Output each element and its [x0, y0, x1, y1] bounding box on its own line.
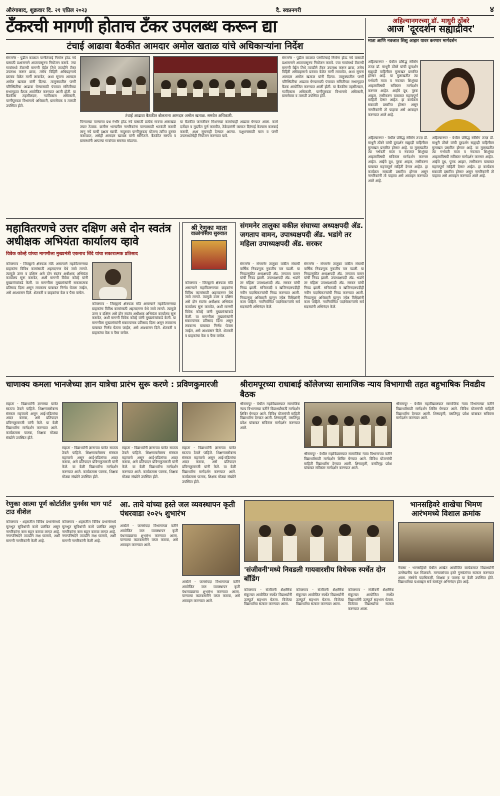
- story2-kicker: विवेक कोल्हे यांच्या मागणीला मुख्यमंत्री एकनाथ शिंदे यांचा सकारात्मक प्रतिसाद: [6, 252, 138, 257]
- story3-headline: संगमनेर तालुका वकील संघाच्या अध्यक्षपदी ॲड. जगताप वामन, उपाध्यक्षपदी ॲड. भडांगे तर महिला उपाध्यक्षपदी ॲड. सरकर: [240, 222, 364, 248]
- award-photo-icon: [245, 501, 394, 562]
- story1-headline: टँकरची मागणी होताच टँकर उपलब्ध करून द्या: [6, 18, 364, 40]
- right-subhead: माता आणि नवजात शिशु आहार यावर करणार मार्गदर्शन: [368, 38, 457, 44]
- story6-body-col1: कोपरगाव - शहरातील विविध प्रभागांमध्ये मूलभूत सुविधांची कामे प्रलंबित असून नागरिकांना त्रास सहन करावा लागत आहे. नगरपरिषदेने तातडीने लक्ष घालावे, अशी मागणी नागरिकांनी केली आहे.: [6, 520, 60, 544]
- story4-photo-b: [122, 402, 178, 442]
- right-story2-photo: [398, 522, 494, 562]
- story4-body-col4: राहाता - विद्यार्थ्यांनी ज्ञानाच्या यात्रेत सातत्य ठेवले पाहिजे. शिक्षणाबरोबरच संस्कार महत्त्वाचे असून आई-वडिलांचा आदर करावा, असे प्रतिपादन प्रविणकुमारजी यांनी केले. या वेळी विद्यार्थ्यांना मार्गदर्शन करण्यात आले. कार्यक्रमास पालक, शिक्षक मोठ्या संख्येने उपस्थित होते.: [182, 446, 236, 484]
- right-kicker: अहिल्यानगरच्या डॉ. माधुरी ठोंबरे: [392, 17, 470, 25]
- story7-body-col2: अकोले - जलसंपदा विभागाच्या वतीने आयोजित जल व्यवस्थापन कृती पंधरवाड्याचा शुभारंभ करण्यात आला. पाण्याचा काटकसरीने वापर करावा, असे आवाहन करण्यात आले.: [182, 580, 240, 604]
- right-story2-headline: भानसहिवरे शाखेचा भिमण आरंभमध्ये विशाल क्रमांक: [410, 500, 482, 518]
- sidebar-title: श्री रेणुका माता: [191, 224, 227, 232]
- story3-body-col1: संगमनेर - संगमनेर तालुका वकील संघाची वार्षिक निवडणूक नुकतीच पार पडली. या निवडणुकीत अध्यक्षपदी ॲड. जगताप वामन यांची निवड झाली. उपाध्यक्षपदी ॲड. भडांगे तर महिला उपाध्यक्षपदी ॲड. सरकर यांची निवड झाली. सचिवपदी व खजिनदारपदीही नवीन पदाधिकाऱ्यांची निवड करण्यात आली. निवडणूक अधिकारी म्हणून ज्येष्ठ विधिज्ञांनी काम पाहिले. नवनिर्वाचित पदाधिकाऱ्यांचे सर्व सदस्यांनी अभिनंदन केले.: [240, 262, 300, 310]
- story6-headline: रेणुका आत्मा पूर्ण कोर्टातील पुनर्वस भाग पार्ट टाउ वीशेल: [6, 500, 112, 516]
- divider: [6, 376, 494, 377]
- right-story2-body: नेवासा - भानसहिवरे येथील शाखेत आयोजित कार्यक्रमात विद्यार्थ्यांनी उल्लेखनीय यश मिळवले. मान्यवरांच्या हस्ते गुणवंतांचा सत्कार करण्यात आला. संस्थेचे पदाधिकारी, शिक्षक व पालक या वेळी उपस्थित होते. विद्यार्थ्यांच्या यशाबद्दल सर्व स्तरांतून अभिनंदन होत आहे.: [398, 566, 494, 585]
- story4-body-col3: राहाता - विद्यार्थ्यांनी ज्ञानाच्या यात्रेत सातत्य ठेवले पाहिजे. शिक्षणाबरोबरच संस्कार महत्त्वाचे असून आई-वडिलांचा आदर करावा, असे प्रतिपादन प्रविणकुमारजी यांनी केले. या वेळी विद्यार्थ्यांना मार्गदर्शन करण्यात आले. कार्यक्रमास पालक, शिक्षक मोठ्या संख्येने उपस्थित होते.: [122, 446, 178, 479]
- story1-photo-right: [153, 56, 278, 112]
- story4-photo-a: [62, 402, 118, 442]
- header-date: औरंगाबाद, शुक्रवार दि. २१ एप्रिल २०२३: [6, 7, 88, 14]
- right-body-col3: अहिल्यानगर - येथील प्रसिद्ध स्त्रीरोग तज्ज्ञ डॉ. माधुरी ठोंबरे यांची दूरदर्शन सह्याद्री वाहिनीवर मुलाखत प्रसारित होणार आहे. या मुलाखतीत त्या गर्भवती माता व नवजात शिशूंच्या आहाराविषयी सविस्तर मार्गदर्शन करणार आहेत. आईचे दूध, पूरक आहार, लसीकरण याबाबत महत्त्वपूर्ण माहिती देणार आहेत. हा कार्यक्रम सकाळी प्रसारित होणार असून नागरिकांनी तो पाहावा असे आवाहन करण्यात आले आहे.: [432, 136, 494, 179]
- story7-headline: आ. ताये यांच्या हस्ते जल व्यवस्थापन कृती पंधरवाडा २०२५ शुभारंभ: [120, 500, 236, 518]
- woman-portrait-icon: [421, 61, 494, 132]
- page-number: ४: [489, 5, 494, 14]
- story5-body-col1: श्रीरामपूर - येथील महाविद्यालयात सामाजिक न्याय विभागाच्या वतीने विद्यार्थ्यांसाठी मार्गदर्शन शिबिर घेण्यात आले. विविध योजनांची माहिती विद्यार्थ्यांना देण्यात आली. शिष्यवृत्ती, वसतिगृह प्रवेश यांबाबत सविस्तर मार्गदर्शन करण्यात आले.: [240, 402, 300, 430]
- story5-body-col2: श्रीरामपूर - येथील महाविद्यालयात सामाजिक न्याय विभागाच्या वतीने विद्यार्थ्यांसाठी मार्गदर्शन शिबिर घेण्यात आले. विविध योजनांची माहिती विद्यार्थ्यांना देण्यात आली. शिष्यवृत्ती, वसतिगृह प्रवेश यांबाबत सविस्तर मार्गदर्शन करण्यात आले.: [304, 452, 392, 471]
- sidebar-box: [182, 222, 236, 372]
- story4-headline: चाणाक्य कमला भानजेच्या ज्ञान यात्रेचा प्रारंभ सुरू करणे : प्रविणकुमारजी: [6, 380, 218, 389]
- divider: [6, 496, 494, 497]
- story1-photo-left: [80, 56, 150, 112]
- story5-photo: [304, 402, 392, 448]
- main-column: [6, 18, 364, 54]
- story2-portrait: [92, 262, 132, 300]
- story5-body-col3: श्रीरामपूर - येथील महाविद्यालयात सामाजिक न्याय विभागाच्या वतीने विद्यार्थ्यांसाठी मार्गदर्शन शिबिर घेण्यात आले. विविध योजनांची माहिती विद्यार्थ्यांना देण्यात आली. शिष्यवृत्ती, वसतिगृह प्रवेश यांबाबत सविस्तर मार्गदर्शन करण्यात आले.: [396, 402, 494, 421]
- story1-caption: टंचाई आढावा बैठकीत बोलताना आमदार अमोल खताळ. समवेत अधिकारी.: [125, 113, 233, 118]
- group-photo-icon: [305, 403, 392, 448]
- meeting-photo-icon: [81, 57, 150, 112]
- story4-photo-c: [182, 402, 236, 442]
- right-body-col2: अहिल्यानगर - येथील प्रसिद्ध स्त्रीरोग तज्ज्ञ डॉ. माधुरी ठोंबरे यांची दूरदर्शन सह्याद्री वाहिनीवर मुलाखत प्रसारित होणार आहे. या मुलाखतीत त्या गर्भवती माता व नवजात शिशूंच्या आहाराविषयी सविस्तर मार्गदर्शन करणार आहेत. आईचे दूध, पूरक आहार, लसीकरण याबाबत महत्त्वपूर्ण माहिती देणार आहेत. हा कार्यक्रम सकाळी प्रसारित होणार असून नागरिकांनी तो पाहावा असे आवाहन करण्यात आले आहे.: [368, 136, 428, 184]
- story8-photo: [244, 500, 394, 562]
- page-header: [6, 4, 494, 16]
- right-body-col1: अहिल्यानगर - येथील प्रसिद्ध स्त्रीरोग तज्ज्ञ डॉ. माधुरी ठोंबरे यांची दूरदर्शन सह्याद्री वाहिनीवर मुलाखत प्रसारित होणार आहे. या मुलाखतीत त्या गर्भवती माता व नवजात शिशूंच्या आहाराविषयी सविस्तर मार्गदर्शन करणार आहेत. आईचे दूध, पूरक आहार, लसीकरण याबाबत महत्त्वपूर्ण माहिती देणार आहेत. हा कार्यक्रम सकाळी प्रसारित होणार असून नागरिकांनी तो पाहावा असे आवाहन करण्यात आले आहे.: [368, 60, 418, 117]
- story1-body-col3: या बैठकीत जलजीवन मिशनच्या कामांचाही आढावा घेण्यात आला. कामे दर्जेदार व मुदतीत पूर्ण करावीत, ठेकेदारांनी कामात दिरंगाई केल्यास कारवाई करावी, अशा सूचनाही देण्यात आल्या. पशुधनासाठी चारा व पाणी उपलब्धतेचेही नियोजन करण्यात यावे.: [180, 120, 278, 139]
- right-portrait: [420, 60, 494, 132]
- story5-headline: श्रीरामपूरच्या राधाबाई कॉलेजच्या सामाजिक न्याय विभागाची तहत बहुभाषिक निवडीय बैठक: [240, 380, 486, 399]
- story1-body-col1: संगमनेर - पुढील काळात पाणीटंचाई निर्माण होऊ नये यासाठी प्रशासनाने आतापासूनच नियोजन करावे. ज्या गावांमध्ये टँकरची मागणी येईल तिथे तातडीने टँकर उपलब्ध करून द्यावा, तसेच विहिरी अधिग्रहणाचे प्रस्ताव वेळेत मार्गी लावावेत, अशा सूचना आमदार अमोल खताळ यांनी दिल्या. तालुक्यातील पाणी परिस्थितीचा आढावा घेण्यासाठी पंचायत समितीच्या सभागृहात बैठक आयोजित करण्यात आली होती. या बैठकीस तहसीलदार, गटविकास अधिकारी, पाणीपुरवठा विभागाचे अधिकारी, ग्रामसेवक व तलाठी उपस्थित होते.: [6, 56, 76, 108]
- story1-body-col4: संगमनेर - पुढील काळात पाणीटंचाई निर्माण होऊ नये यासाठी प्रशासनाने आतापासूनच नियोजन करावे. ज्या गावांमध्ये टँकरची मागणी येईल तिथे तातडीने टँकर उपलब्ध करून द्यावा, तसेच विहिरी अधिग्रहणाचे प्रस्ताव वेळेत मार्गी लावावेत, अशा सूचना आमदार अमोल खताळ यांनी दिल्या. तालुक्यातील पाणी परिस्थितीचा आढावा घेण्यासाठी पंचायत समितीच्या सभागृहात बैठक आयोजित करण्यात आली होती. या बैठकीस तहसीलदार, गटविकास अधिकारी, पाणीपुरवठा विभागाचे अधिकारी, ग्रामसेवक व तलाठी उपस्थित होते.: [282, 56, 364, 99]
- assembly-photo-icon: [154, 57, 278, 112]
- story8-body-col2: कोपरगाव - संजीवनी शैक्षणिक संकुलात आयोजित स्पर्धेत विद्यार्थ्यांनी उत्स्फूर्त सहभाग घेतला. विजेत्या विद्यार्थ्यांचा सत्कार करण्यात आला.: [296, 588, 344, 607]
- story6-body-col2: कोपरगाव - शहरातील विविध प्रभागांमध्ये मूलभूत सुविधांची कामे प्रलंबित असून नागरिकांना त्रास सहन करावा लागत आहे. नगरपरिषदेने तातडीने लक्ष घालावे, अशी मागणी नागरिकांनी केली आहे.: [62, 520, 116, 544]
- sidebar-subtitle: वाळोगोसाय सुरुवात: [191, 231, 227, 238]
- story1-subheadline: टंचाई आढावा बैठकीत आमदार अमोल खताळ यांचे अधिकाऱ्यांना निर्देश: [6, 40, 364, 54]
- column-rule: [179, 222, 180, 372]
- header-masthead: दै. स्वप्ननगरी: [275, 7, 302, 14]
- story7-body-col1: अकोले - जलसंपदा विभागाच्या वतीने आयोजित जल व्यवस्थापन कृती पंधरवाड्याचा शुभारंभ करण्यात आला. पाण्याचा काटकसरीने वापर करावा, असे आवाहन करण्यात आले.: [120, 524, 178, 548]
- story1-body-col2: पिण्याच्या पाण्याचा प्रश्न गंभीर होऊ नये यासाठी प्रत्येक गावचा आराखडा तयार ठेवावा. ग्रामीण भागातील नागरिकांना पाण्यासाठी भटकंती करावी लागू नये याची दक्षता घ्यावी. नादुरुस्त पाणीपुरवठा योजना त्वरित दुरुस्त कराव्यात, असेही आमदार खताळ यांनी सांगितले. बैठकीत सरपंच व ग्रामस्थांनी आपल्या गावांच्या समस्या मांडल्या.: [80, 120, 176, 144]
- sidebar-photo: [191, 240, 227, 270]
- story3-body-col2: संगमनेर - संगमनेर तालुका वकील संघाची वार्षिक निवडणूक नुकतीच पार पडली. या निवडणुकीत अध्यक्षपदी ॲड. जगताप वामन यांची निवड झाली. उपाध्यक्षपदी ॲड. भडांगे तर महिला उपाध्यक्षपदी ॲड. सरकर यांची निवड झाली. सचिवपदी व खजिनदारपदीही नवीन पदाधिकाऱ्यांची निवड करण्यात आली. निवडणूक अधिकारी म्हणून ज्येष्ठ विधिज्ञांनी काम पाहिले. नवनिर्वाचित पदाधिकाऱ्यांचे सर्व सदस्यांनी अभिनंदन केले.: [304, 262, 364, 310]
- story2-headline: महावितरणचे उत्तर दक्षिण असे दोन स्वतंत्र अधीक्षक अभियंता कार्यालय व्हावे: [6, 222, 172, 248]
- story8-body-col1: कोपरगाव - संजीवनी शैक्षणिक संकुलात आयोजित स्पर्धेत विद्यार्थ्यांनी उत्स्फूर्त सहभाग घेतला. विजेत्या विद्यार्थ्यांचा सत्कार करण्यात आला.: [244, 588, 292, 607]
- divider: [6, 218, 364, 219]
- person-portrait-icon: [93, 263, 132, 300]
- story2-body-col2: कोपरगाव - जिल्ह्याचे क्षेत्रफळ मोठे असल्याने महावितरणच्या ग्राहकांना विविध कामांसाठी अहमदनगर येथे जावे लागते. त्यामुळे उत्तर व दक्षिण असे दोन स्वतंत्र अधीक्षक अभियंता कार्यालय सुरू करावेत, अशी मागणी विवेक कोल्हे यांनी मुख्यमंत्र्यांकडे केली. या मागणीला मुख्यमंत्र्यांनी सकारात्मक प्रतिसाद दिला असून लवकरच याबाबत निर्णय घेतला जाईल, असे आश्वासन दिले. शेतकरी व ग्राहकांचा वेळ व पैसा वाचेल.: [92, 302, 176, 335]
- story4-body-col1: राहाता - विद्यार्थ्यांनी ज्ञानाच्या यात्रेत सातत्य ठेवले पाहिजे. शिक्षणाबरोबरच संस्कार महत्त्वाचे असून आई-वडिलांचा आदर करावा, असे प्रतिपादन प्रविणकुमारजी यांनी केले. या वेळी विद्यार्थ्यांना मार्गदर्शन करण्यात आले. कार्यक्रमास पालक, शिक्षक मोठ्या संख्येने उपस्थित होते.: [6, 402, 58, 440]
- column-rule: [365, 18, 366, 376]
- right-column: [368, 18, 494, 44]
- sidebar-body: कोपरगाव - जिल्ह्याचे क्षेत्रफळ मोठे असल्याने महावितरणच्या ग्राहकांना विविध कामांसाठी अहमदनगर येथे जावे लागते. त्यामुळे उत्तर व दक्षिण असे दोन स्वतंत्र अधीक्षक अभियंता कार्यालय सुरू करावेत, अशी मागणी विवेक कोल्हे यांनी मुख्यमंत्र्यांकडे केली. या मागणीला मुख्यमंत्र्यांनी सकारात्मक प्रतिसाद दिला असून लवकरच याबाबत निर्णय घेतला जाईल, असे आश्वासन दिले. शेतकरी व ग्राहकांचा वेळ व पैसा वाचेल.: [185, 281, 233, 338]
- story7-photo: [182, 524, 240, 576]
- story4-body-col2: राहाता - विद्यार्थ्यांनी ज्ञानाच्या यात्रेत सातत्य ठेवले पाहिजे. शिक्षणाबरोबरच संस्कार महत्त्वाचे असून आई-वडिलांचा आदर करावा, असे प्रतिपादन प्रविणकुमारजी यांनी केले. या वेळी विद्यार्थ्यांना मार्गदर्शन करण्यात आले. कार्यक्रमास पालक, शिक्षक मोठ्या संख्येने उपस्थित होते.: [62, 446, 118, 479]
- right-headline: आज 'दूरदर्शन सह्याद्रीवर': [368, 25, 494, 37]
- story2-body-col1: कोपरगाव - जिल्ह्याचे क्षेत्रफळ मोठे असल्याने महावितरणच्या ग्राहकांना विविध कामांसाठी अहमदनगर येथे जावे लागते. त्यामुळे उत्तर व दक्षिण असे दोन स्वतंत्र अधीक्षक अभियंता कार्यालय सुरू करावेत, अशी मागणी विवेक कोल्हे यांनी मुख्यमंत्र्यांकडे केली. या मागणीला मुख्यमंत्र्यांनी सकारात्मक प्रतिसाद दिला असून लवकरच याबाबत निर्णय घेतला जाईल, असे आश्वासन दिले. शेतकरी व ग्राहकांचा वेळ व पैसा वाचेल.: [6, 262, 88, 295]
- story8-headline: 'संजीवनी'मध्ये निवडली गायवारशीय विधेयक स्पर्धेत दोन बाँडिंग: [244, 566, 386, 583]
- story8-body-col3: कोपरगाव - संजीवनी शैक्षणिक संकुलात आयोजित स्पर्धेत विद्यार्थ्यांनी उत्स्फूर्त सहभाग घेतला. विजेत्या विद्यार्थ्यांचा सत्कार करण्यात आला.: [348, 588, 394, 612]
